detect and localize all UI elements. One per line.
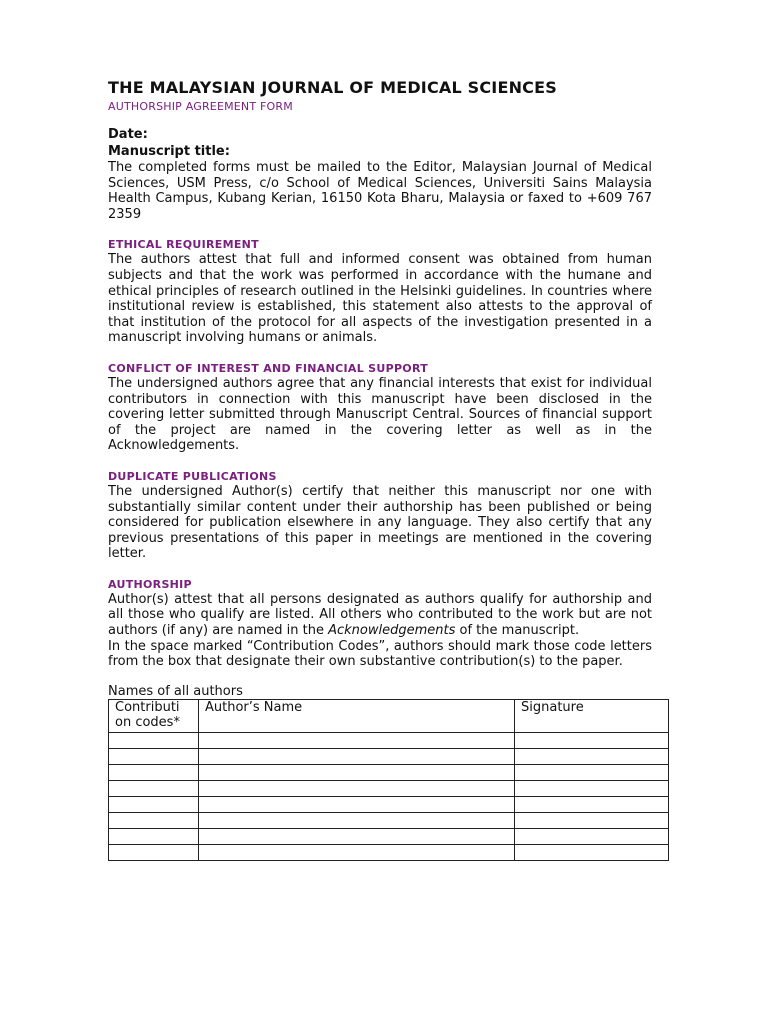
contribution-codes-cell[interactable] (109, 844, 199, 860)
table-row (109, 764, 669, 780)
contribution-codes-cell[interactable] (109, 796, 199, 812)
signature-cell[interactable] (515, 748, 669, 764)
contribution-codes-cell[interactable] (109, 780, 199, 796)
signature-cell[interactable] (515, 828, 669, 844)
table-row (109, 812, 669, 828)
document-page (108, 78, 652, 861)
authorship-text-start: Author(s) attest that all persons designated as authors qualify for authorship and all those who qualify are listed. All others who contributed to the work but are not authors (if any) are named in the (108, 591, 652, 639)
table-row (109, 796, 669, 812)
table-row (109, 828, 669, 844)
signature-cell[interactable] (515, 844, 669, 860)
acknowledgements-term: Acknowledgements (328, 623, 456, 639)
signature-cell[interactable] (515, 780, 669, 796)
signature-cell[interactable] (515, 764, 669, 780)
author-name-cell[interactable] (199, 780, 515, 796)
signature-cell[interactable] (515, 732, 669, 748)
form-title: AUTHORSHIP AGREEMENT FORM (108, 100, 293, 113)
author-name-cell[interactable] (199, 844, 515, 860)
contribution-codes-header: Contributi on codes* (109, 699, 199, 732)
signature-cell[interactable] (515, 796, 669, 812)
author-name-cell[interactable] (199, 764, 515, 780)
author-name-cell[interactable] (199, 796, 515, 812)
author-name-header: Author’s Name (199, 699, 515, 732)
table-row (109, 748, 669, 764)
date-label: Date: (108, 127, 148, 142)
authorship-heading: AUTHORSHIP (108, 577, 192, 591)
duplicate-heading: DUPLICATE PUBLICATIONS (108, 469, 277, 483)
ethical-heading: ETHICAL REQUIREMENT (108, 238, 259, 252)
author-name-cell[interactable] (199, 812, 515, 828)
contribution-codes-cell[interactable] (109, 812, 199, 828)
signature-cell[interactable] (515, 812, 669, 828)
intro-paragraph: The completed forms must be mailed to the Editor, Malaysian Journal of Medical Sciences, USM Press, c/o School of Medical Sciences, Universiti Sains Malaysia Health Campus, Kubang Kerian, 16150 Kota Bharu, Malaysia or faxed to +609 767 2359 (108, 160, 652, 222)
contribution-codes-cell[interactable] (109, 828, 199, 844)
contribution-codes-cell[interactable] (109, 764, 199, 780)
authorship-text-end: of the manuscript. (455, 623, 580, 639)
journal-title: THE MALAYSIAN JOURNAL OF MEDICAL SCIENCES (108, 78, 557, 97)
author-name-cell[interactable] (199, 748, 515, 764)
duplicate-paragraph: The undersigned Author(s) certify that neither this manuscript nor one with substantially similar content under their authorship has been published or being considered for publication elsewhere in any language. They also certify that any previous presentations of this paper in meetings are mentioned in the covering letter. (108, 483, 652, 562)
authorship-paragraph (108, 592, 652, 639)
authors-table-caption: Names of all authors (108, 683, 243, 699)
contribution-codes-cell[interactable] (109, 732, 199, 748)
author-name-cell[interactable] (199, 732, 515, 748)
table-row (109, 732, 669, 748)
manuscript-title-label: Manuscript title: (108, 144, 230, 159)
contribution-codes-note: In the space marked “Contribution Codes”, authors should mark those code letters from the box that designate their own substantive contribution(s) to the paper. (108, 638, 652, 670)
ethical-paragraph: The authors attest that full and informed consent was obtained from human subjects and that the work was performed in accordance with the humane and ethical principles of research outlined in the Helsinki guidelines. In countries where institutional review is established, this statement also attests to the approval of that institution of the protocol for all aspects of the investigation presented in a manuscript involving humans or animals. (108, 252, 652, 346)
authors-table (108, 699, 669, 861)
table-header-row (109, 699, 669, 732)
signature-header: Signature (515, 699, 669, 732)
conflict-heading: CONFLICT OF INTEREST AND FINANCIAL SUPPORT (108, 361, 429, 375)
conflict-paragraph: The undersigned authors agree that any financial interests that exist for individual contributors in connection with this manuscript have been disclosed in the covering letter submitted through Manuscript Central. Sources of financial support of the project are named in the covering letter as well as in the Acknowledgements. (108, 375, 652, 454)
contribution-codes-cell[interactable] (109, 748, 199, 764)
author-name-cell[interactable] (199, 828, 515, 844)
table-row (109, 780, 669, 796)
table-row (109, 844, 669, 860)
